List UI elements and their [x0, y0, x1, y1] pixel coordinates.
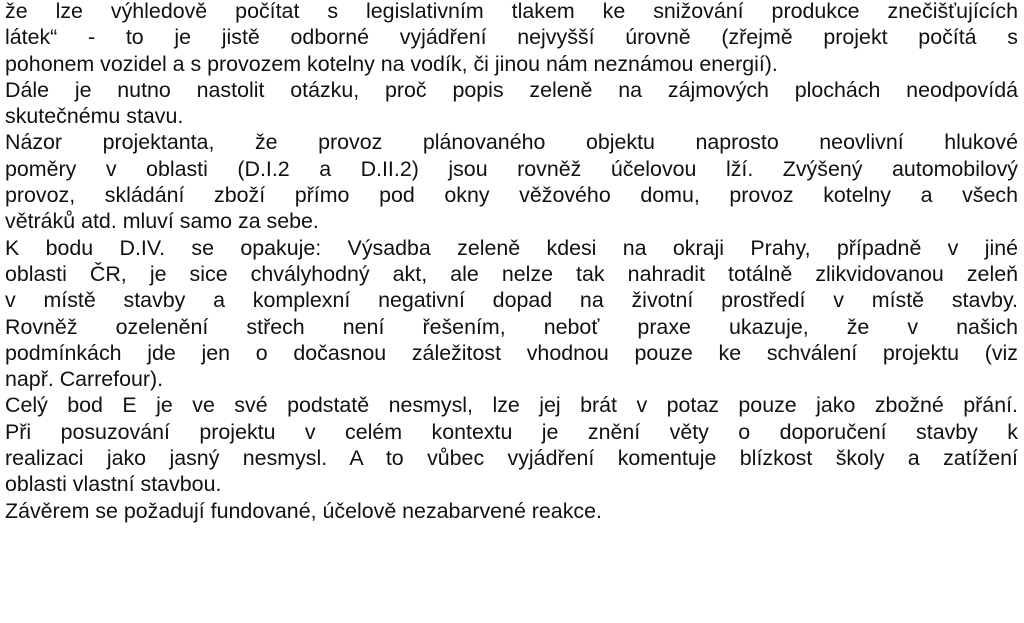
- text-line: oblasti vlastní stavbou.: [5, 472, 222, 497]
- text-line: Dále je nutno nastolit otázku, proč popis zeleně na zájmových plochách neodpovídá: [5, 77, 1018, 102]
- text-line: poměry v oblasti (D.I.2 a D.II.2) jsou rovněž účelovou lží. Zvýšený automobilový: [5, 156, 1018, 181]
- text-line: v místě stavby a komplexní negativní dopad na životní prostředí v místě stavby.: [5, 288, 1018, 313]
- text-line: K bodu D.IV. se opakuje: Výsadba zeleně kdesi na okraji Prahy, případně v jiné: [5, 235, 1018, 260]
- text-line: podmínkách jde jen o dočasnou záležitost vhodnou pouze ke schválení projektu (viz: [5, 340, 1018, 365]
- text-line: realizaci jako jasný nesmysl. A to vůbec vyjádření komentuje blízkost školy a zatížení: [5, 446, 1018, 471]
- text-line: Závěrem se požadují fundované, účelově nezabarvené reakce.: [5, 498, 602, 523]
- text-line: např. Carrefour).: [5, 367, 164, 392]
- text-line: Při posuzování projektu v celém kontextu je znění věty o doporučení stavby k: [5, 419, 1018, 444]
- text-line: Rovněž ozelenění střech není řešením, neboť praxe ukazuje, že v našich: [5, 314, 1018, 339]
- text-line: větráků atd. mluví samo za sebe.: [5, 209, 319, 234]
- text-line: pohonem vozidel a s provozem kotelny na vodík, či jinou nám neznámou energií).: [5, 51, 778, 76]
- text-line: že lze výhledově počítat s legislativním tlakem ke snižování produkce znečišťujících: [5, 0, 1018, 23]
- text-line: Názor projektanta, že provoz plánovaného objektu naprosto neovlivní hlukové: [5, 130, 1018, 155]
- document-body: [5, 0, 1018, 524]
- text-line: provoz, skládání zboží přímo pod okny věžového domu, provoz kotelny a všech: [5, 183, 1018, 208]
- text-line: skutečnému stavu.: [5, 104, 184, 129]
- text-line: oblasti ČR, je sice chvályhodný akt, ale nelze tak nahradit totálně zlikvidovanou zeleň: [5, 261, 1018, 286]
- text-line: látek“ - to je jistě odborné vyjádření nejvyšší úrovně (zřejmě projekt počítá s: [5, 25, 1018, 50]
- text-line: Celý bod E je ve své podstatě nesmysl, lze jej brát v potaz pouze jako zbožné přání.: [5, 393, 1018, 418]
